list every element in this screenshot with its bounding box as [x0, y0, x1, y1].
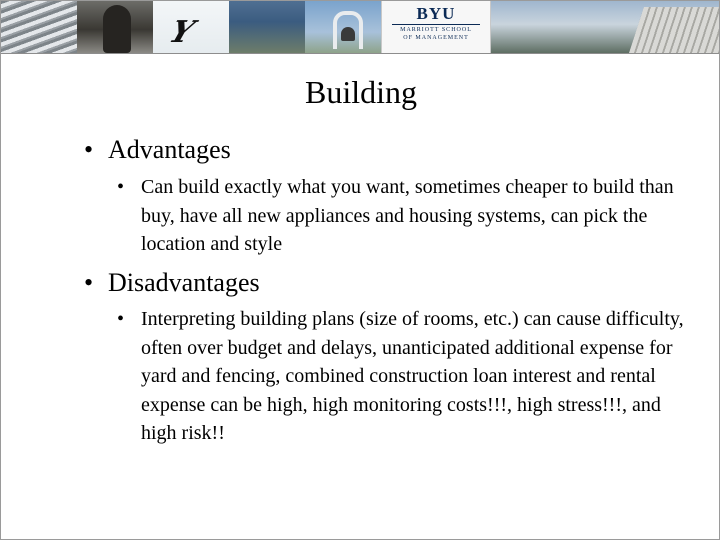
- building-icon: [629, 7, 719, 53]
- banner-photo-bell-tower: [305, 1, 381, 53]
- slide-title-text: Building: [304, 74, 417, 110]
- bell-icon: [333, 11, 363, 49]
- logo-subtitle-2: OF MANAGEMENT: [403, 35, 469, 41]
- disadvantages-point: [117, 305, 697, 448]
- banner-photo-y-mountain: [153, 1, 229, 53]
- banner-photo-landscape: [229, 1, 305, 53]
- y-logo-icon: Y: [164, 15, 199, 50]
- point-text: Can build exactly what you want, sometimes cheaper to build than buy, have all new appliances and housing systems, can pick the location and style: [141, 176, 674, 255]
- bullet-icon: •: [117, 176, 125, 198]
- byu-marriott-logo: [381, 1, 491, 53]
- logo-subtitle-1: MARRIOTT SCHOOL: [400, 27, 472, 33]
- logo-divider: [392, 24, 480, 25]
- statue-icon: [103, 5, 131, 53]
- header-banner: [1, 1, 719, 54]
- heading-text: Disadvantages: [108, 268, 260, 297]
- banner-photo-building: [491, 1, 719, 53]
- banner-photo-statue: [77, 1, 153, 53]
- bullet-icon: •: [84, 268, 94, 297]
- point-text: Interpreting building plans (size of rooms, etc.) can cause difficulty, often over budget and delays, unanticipated additional expense for yard and fencing, combined construction loan interest and rental expense can be high, high monitoring costs!!!, high stress!!!, and high risk!!: [141, 308, 684, 444]
- bullet-icon: •: [84, 135, 94, 164]
- slide-title: [1, 72, 720, 112]
- advantages-point: [117, 173, 697, 259]
- bullet-icon: •: [117, 308, 125, 330]
- heading-text: Advantages: [108, 135, 231, 164]
- logo-name: BYU: [416, 4, 456, 23]
- banner-photo-architecture: [1, 1, 77, 53]
